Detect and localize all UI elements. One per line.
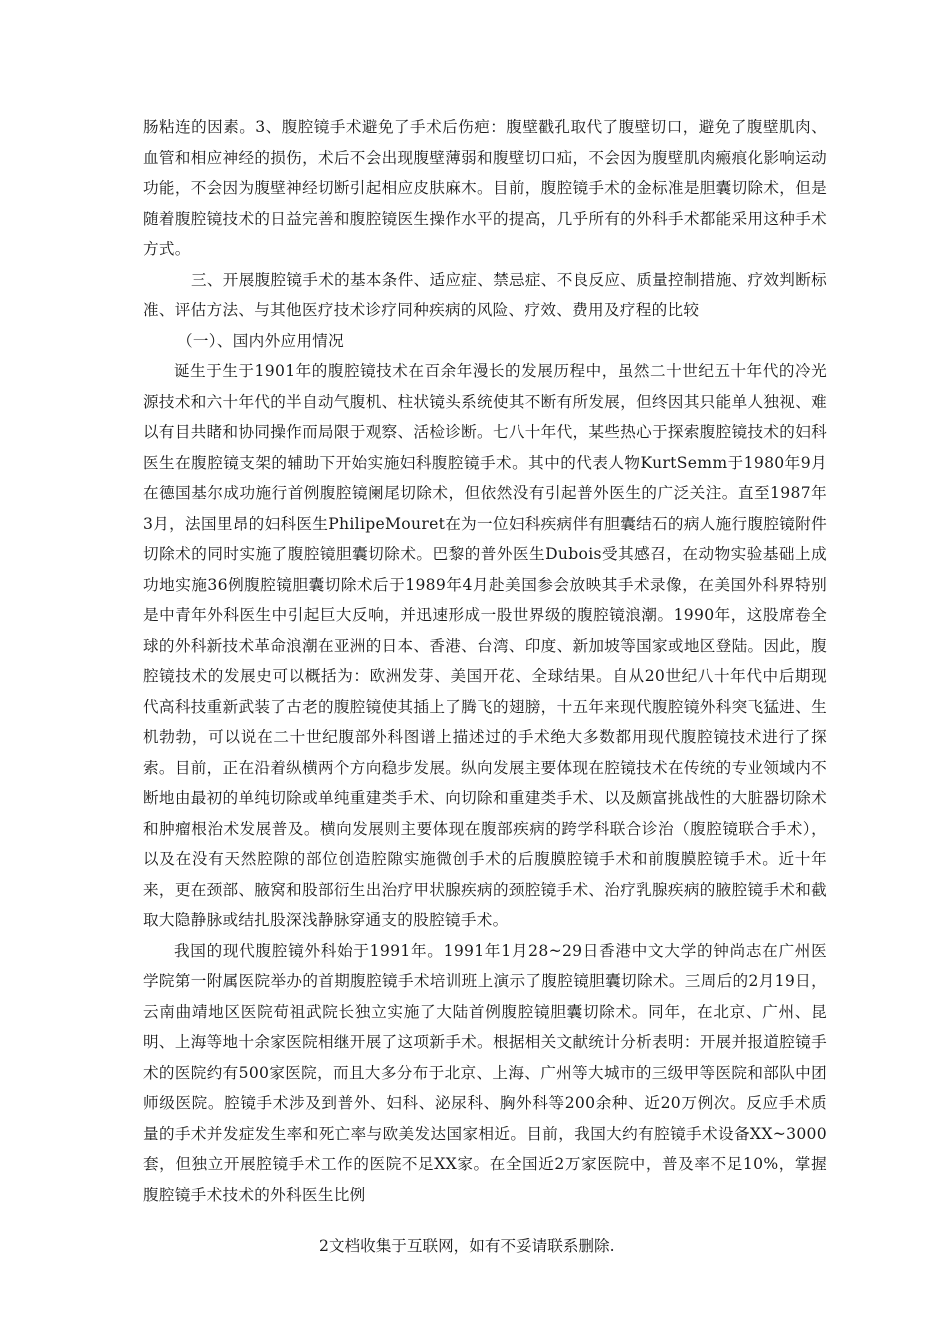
paragraph-laparoscopy-advantages: 肠粘连的因素。3、腹腔镜手术避免了手术后伤疤：腹壁戳孔取代了腹壁切口，避免了腹壁肌肉、血管和相应神经的损伤，术后不会出现腹壁薄弱和腹壁切口疝，不会因为腹壁肌肉瘢痕化影响运动功能，不会因为腹壁神经切断引起相应皮肤麻木。目前，腹腔镜手术的金标准是胆囊切除术，但是随着腹腔镜技术的日益完善和腹腔镜医生操作水平的提高，几乎所有的外科手术都能采用这种手术方式。 — [143, 118, 827, 258]
section-heading-3: 三、开展腹腔镜手术的基本条件、适应症、禁忌症、不良反应、质量控制措施、疗效判断标准、评估方法、与其他医疗技术诊疗同种疾病的风险、疗效、费用及疗程的比较 — [143, 270, 827, 319]
paragraph-history-international: 诞生于生于1901年的腹腔镜技术在百余年漫长的发展历程中，虽然二十世纪五十年代的冷光源技术和六十年代的半自动气腹机、柱状镜头系统使其不断有所发展，但终因其只能单人独视、难以有目共睹和协同操作而局限于观察、活检诊断。七八十年代，某些热心于探索腹腔镜技术的妇科医生在腹腔镜支架的辅助下开始实施妇科腹腔镜手术。其中的代表人物KurtSemm于1980年9月在德国基尔成功施行首例腹腔镜阑尾切除术，但依然没有引起普外医生的广泛关注。直至1987年3月，法国里昂的妇科医生PhilipeMouret在为一位妇科疾病伴有胆囊结石的病人施行腹腔镜附件切除术的同时实施了腹腔镜胆囊切除术。巴黎的普外医生Dubois受其感召，在动物实验基础上成功地实施36例腹腔镜胆囊切除术后于1989年4月赴美国参会放映其手术录像，在美国外科界特别是中青年外科医生中引起巨大反响，并迅速形成一股世界级的腹腔镜浪潮。1990年，这股席卷全球的外科新技术革命浪潮在亚洲的日本、香港、台湾、印度、新加坡等国家或地区登陆。因此，腹腔镜技术的发展史可以概括为：欧洲发芽、美国开花、全球结果。自从20世纪八十年代中后期现代高科技重新武装了古老的腹腔镜使其插上了腾飞的翅膀，十五年来现代腹腔镜外科突飞猛进、生机勃勃，可以说在二十世纪腹部外科图谱上描述过的手术绝大多数都用现代腹腔镜技术进行了探索。目前，正在沿着纵横两个方向稳步发展。纵向发展主要体现在腔镜技术在传统的专业领域内不断地由最初的单纯切除或单纯重建类手术、向切除和重建类手术、以及颇富挑战性的大脏器切除术和肿瘤根治术发展普及。横向发展则主要体现在腹部疾病的跨学科联合诊治（腹腔镜联合手术），以及在没有天然腔隙的部位创造腔隙实施微创手术的后腹膜腔镜手术和前腹膜腔镜手术。近十年来，更在颈部、腋窝和股部衍生出治疗甲状腺疾病的颈腔镜手术、治疗乳腺疾病的腋腔镜手术和截取大隐静脉或结扎股深浅静脉穿通支的股腔镜手术。 — [143, 362, 827, 929]
subsection-heading-1: （一）、国内外应用情况 — [177, 331, 345, 350]
paragraph-history-china: 我国的现代腹腔镜外科始于1991年。1991年1月28~29日香港中文大学的钟尚志在广州医学院第一附属医院举办的首期腹腔镜手术培训班上演示了腹腔镜胆囊切除术。三周后的2月19日，云南曲靖地区医院荀祖武院长独立实施了大陆首例腹腔镜胆囊切除术。同年，在北京、广州、昆明、上海等地十余家医院相继开展了这项新手术。根据相关文献统计分析表明：开展并报道腔镜手术的医院约有500家医院，而且大多分布于北京、上海、广州等大城市的三级甲等医院和部队中团师级医院。腔镜手术涉及到普外、妇科、泌尿科、胸外科等200余种、近20万例次。反应手术质量的手术并发症发生率和死亡率与欧美发达国家相近。目前，我国大约有腔镜手术设备XX~3000套，但独立开展腔镜手术工作的医院不足XX家。在全国近2万家医院中，普及率不足10%，掌握腹腔镜手术技术的外科医生比例 — [143, 941, 827, 1204]
document-body — [143, 112, 827, 1210]
page-footer: 2文档收集于互联网，如有不妥请联系删除. — [319, 1237, 615, 1255]
